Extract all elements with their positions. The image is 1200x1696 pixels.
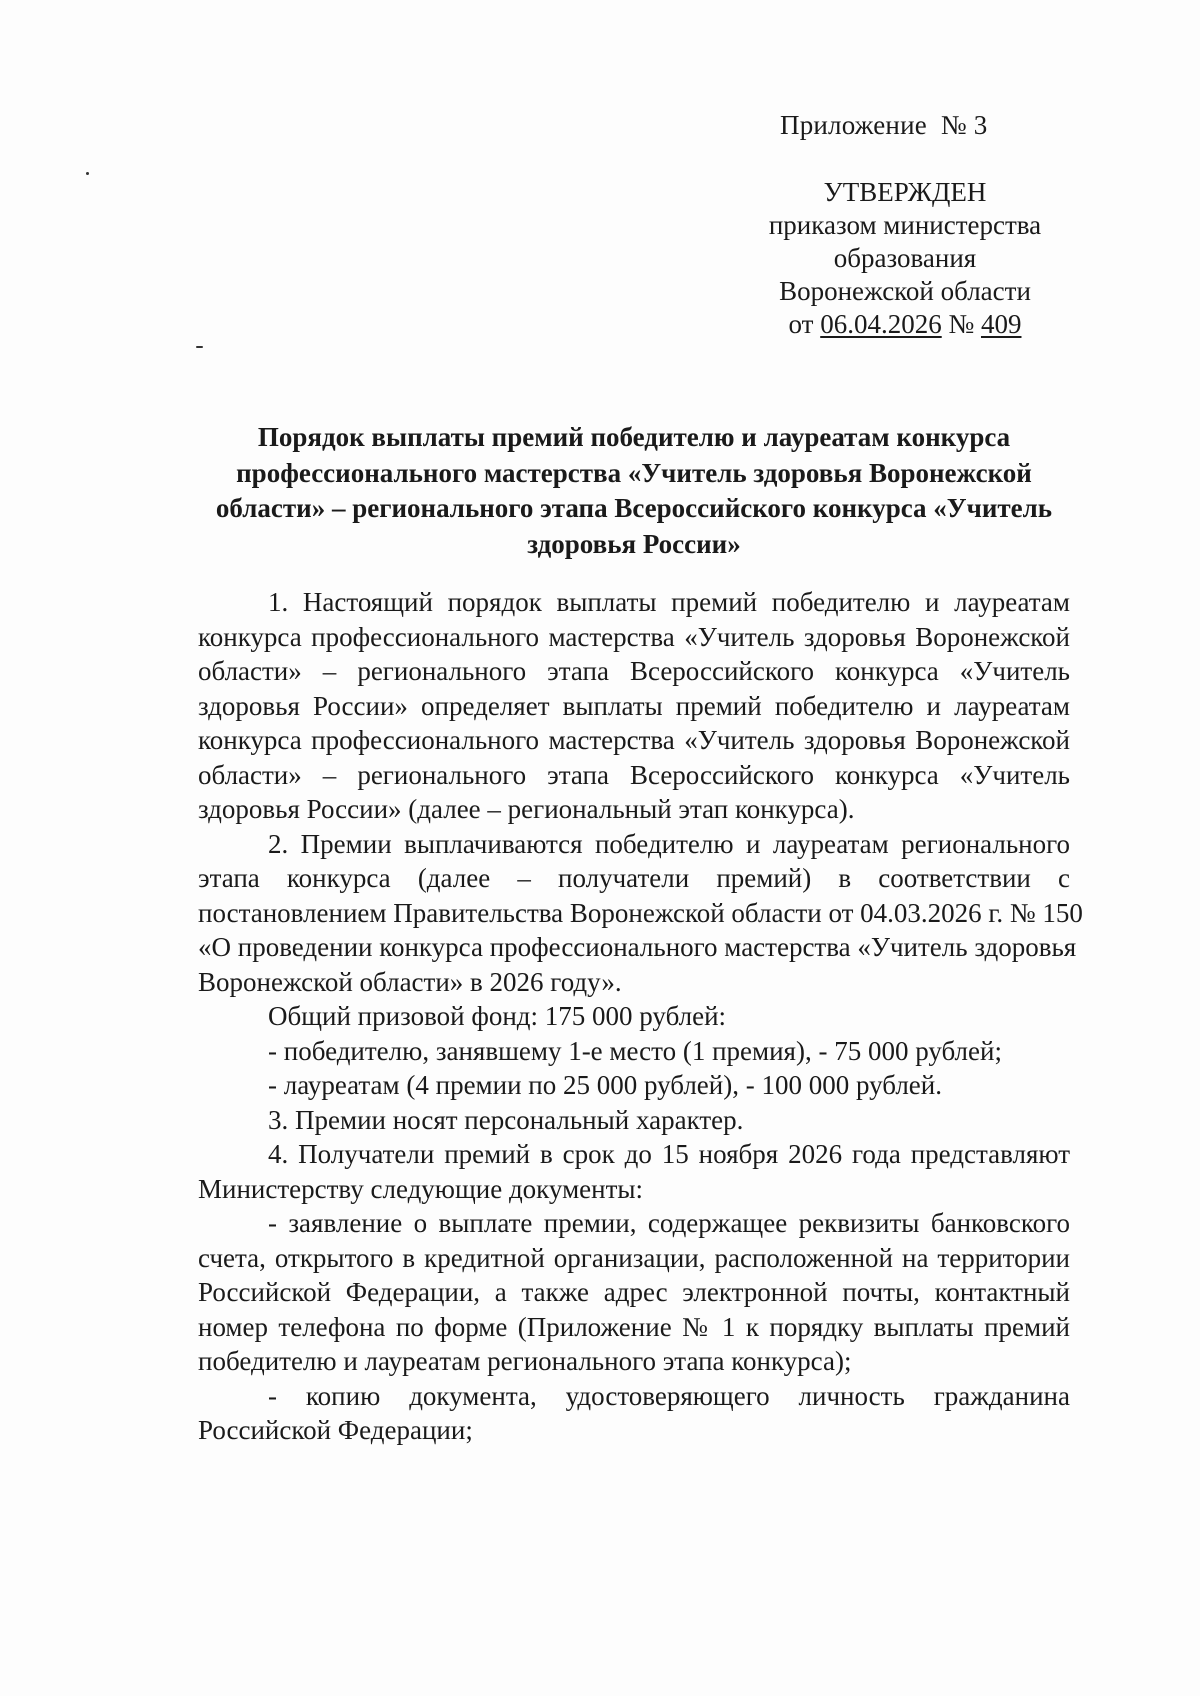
text-line: Министерству следующие документы:	[198, 1173, 644, 1204]
prize-fund-line	[198, 999, 1070, 1034]
text-line: Российской Федерации;	[198, 1415, 473, 1445]
number-prefix: №	[941, 309, 981, 339]
text-line: - копию документа, удостоверяющего личность гражданина	[268, 1380, 1070, 1411]
scan-speck	[86, 172, 89, 175]
text-line: постановлением Правительства Воронежской области от 04.03.2026 г. № 150	[198, 897, 1083, 928]
title-line: профессионального мастерства «Учитель здоровья Воронежской	[236, 457, 1032, 488]
text-line: 2. Премии выплачиваются победителю и лауреатам регионального	[268, 828, 1070, 859]
text-line: - заявление о выплате премии, содержащее реквизиты банковского	[268, 1208, 1070, 1238]
approval-line: приказом министерства	[768, 210, 1042, 240]
approval-heading: УТВЕРЖДЕН	[823, 177, 987, 207]
text-line: победителю и лауреатам регионального этапа конкурса);	[198, 1346, 852, 1376]
prize-fund-item	[198, 1068, 1070, 1103]
title-line: области» – регионального этапа Всероссийского конкурса «Учитель	[215, 493, 1053, 523]
document-title	[198, 420, 1070, 562]
text-line: здоровья России» определяет выплаты премий победителю и лауреатам	[198, 690, 1070, 721]
paragraph-4	[198, 1137, 1070, 1206]
text-line: - победителю, занявшему 1-е место (1 премия), - 75 000 рублей;	[268, 1035, 1002, 1066]
appendix-label: Приложение № 3	[780, 110, 988, 140]
approval-line: Воронежской области	[779, 276, 1031, 306]
prize-fund-item	[198, 1034, 1070, 1069]
text-line: счета, открытого в кредитной организации, расположенной на территории	[198, 1242, 1070, 1273]
text-line: области» – регионального этапа Всероссийского конкурса «Учитель	[198, 759, 1070, 790]
date-prefix: от	[788, 309, 821, 339]
text-line: 3. Премии носят персональный характер.	[268, 1104, 744, 1135]
order-number: 409	[980, 309, 1022, 339]
title-line: здоровья России»	[527, 528, 741, 559]
text-line: конкурса профессионального мастерства «Учитель здоровья Воронежской	[198, 725, 1070, 755]
text-line: номер телефона по форме (Приложение № 1 к порядку выплаты премий	[198, 1311, 1070, 1342]
text-line: этапа конкурса (далее – получатели премий) в соответствии с	[198, 863, 1070, 893]
paragraph-1	[198, 585, 1070, 827]
text-line: конкурса профессионального мастерства «Учитель здоровья Воронежской	[198, 621, 1070, 652]
text-line: «О проведении конкурса профессионального мастерства «Учитель здоровья	[198, 932, 1077, 962]
text-line: области» – регионального этапа Всероссийского конкурса «Учитель	[198, 656, 1070, 686]
text-line: 1. Настоящий порядок выплаты премий победителю и лауреатам	[268, 587, 1070, 617]
title-line: Порядок выплаты премий победителю и лауреатам конкурса	[257, 422, 1011, 452]
scan-speck	[196, 346, 203, 348]
paragraph-3	[198, 1103, 1070, 1138]
text-line: 4. Получатели премий в срок до 15 ноября 2026 года представляют	[268, 1139, 1070, 1169]
text-line: Воронежской области» в 2026 году».	[198, 966, 622, 997]
document-item-passport	[198, 1379, 1070, 1448]
approval-date-line	[690, 308, 1120, 341]
text-line: - лауреатам (4 премии по 25 000 рублей), - 100 000 рублей.	[268, 1070, 942, 1100]
text-line: Российской Федерации, а также адрес электронной почты, контактный	[198, 1277, 1070, 1307]
approval-stamp-block	[690, 176, 1120, 341]
document-item-application	[198, 1206, 1070, 1379]
approval-line: образования	[833, 243, 977, 273]
order-date: 06.04.2026	[820, 309, 942, 339]
paragraph-2	[198, 827, 1083, 1000]
text-line: здоровья России» (далее – региональный этап конкурса).	[198, 794, 855, 824]
document-body	[198, 585, 1083, 1448]
text-line: Общий призовой фонд: 175 000 рублей:	[268, 1001, 727, 1031]
